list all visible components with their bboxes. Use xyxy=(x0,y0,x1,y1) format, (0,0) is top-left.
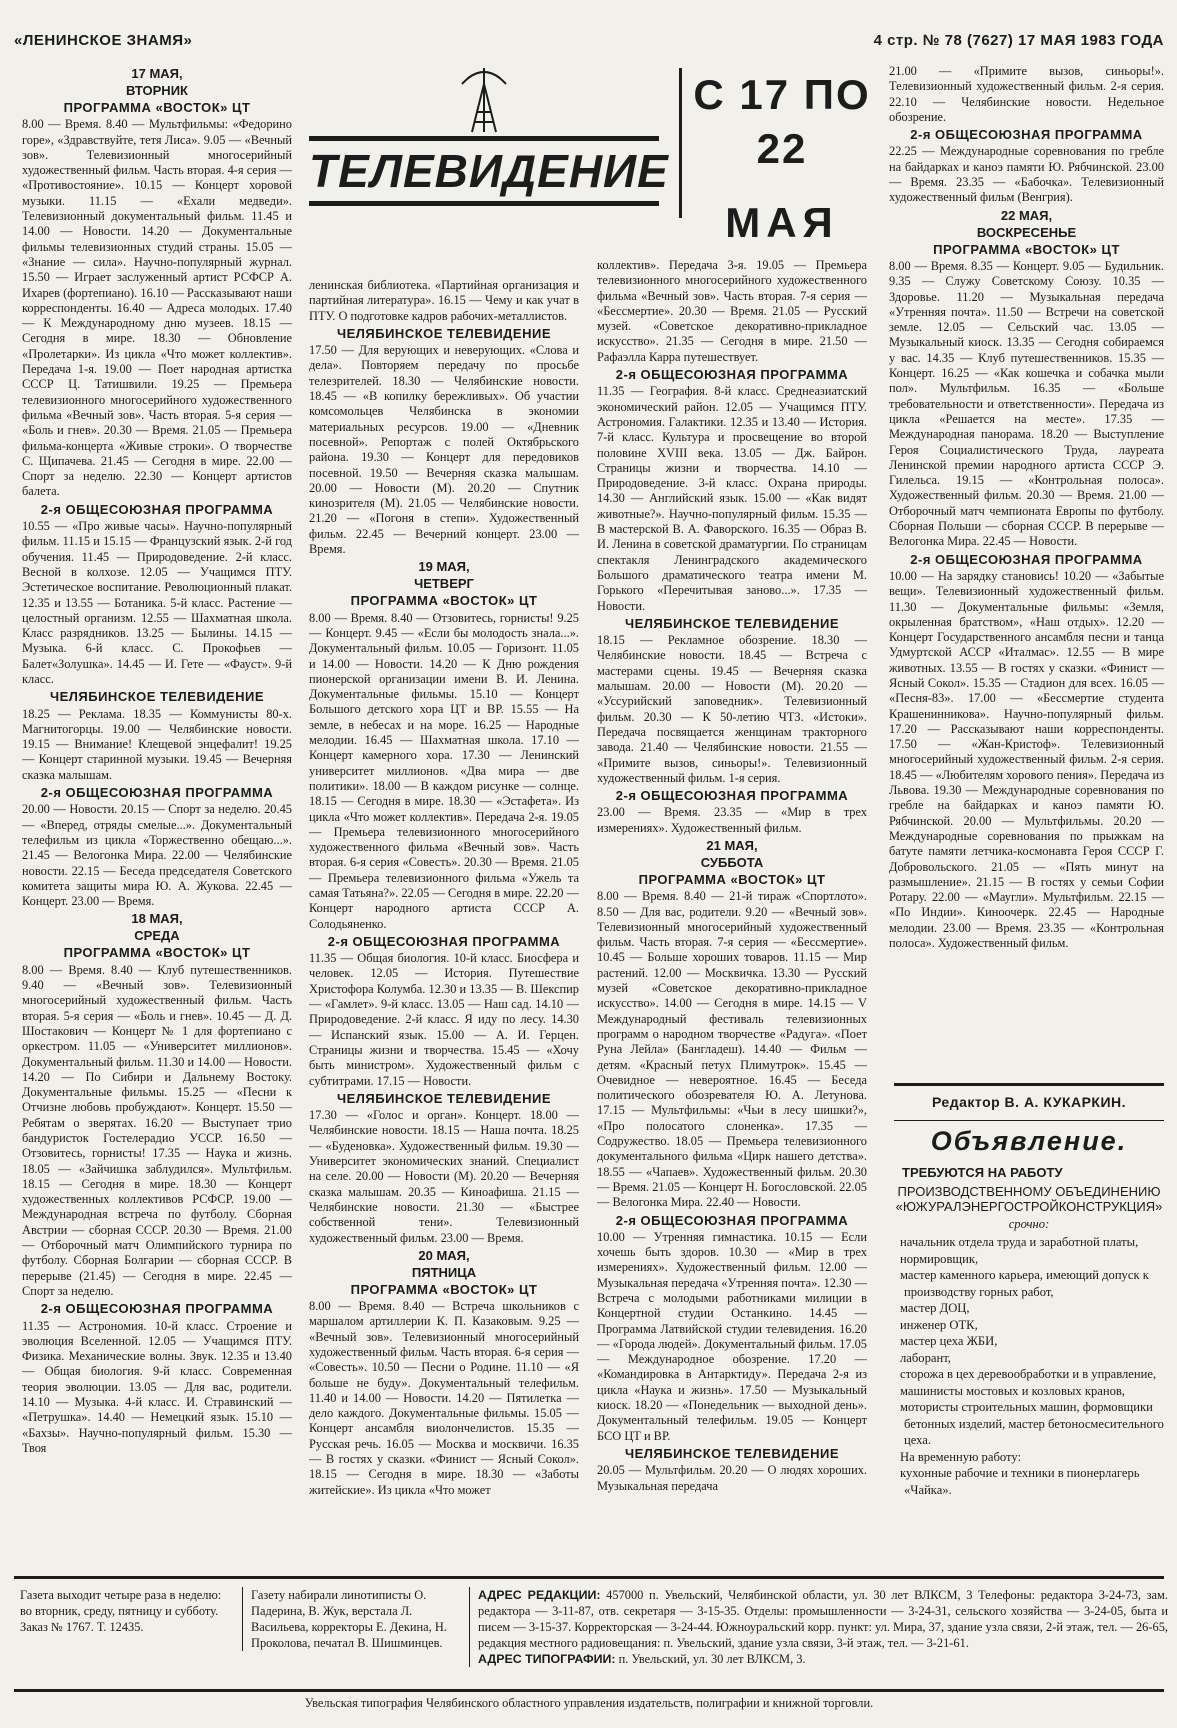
program-listing: 8.00 — Время. 8.40 — Клуб путешественников. 9.40 — «Вечный зов». Телевизионный многосерийный художественный фильм. Часть вторая. 5-я серия — «Боль и гнев». 10.45 — Д. Д. Шостакович — Концерт № 1 для фортепиано с оркестром. 11.05 — «Университет миллионов». Документальный фильм. 11.30 и 14.00 — Новости. 14.20 — По Сибири и Дальнему Востоку. Документальные фильмы. 15.25 — «Песни к Отчизне любовь пробуждают». Концерт. 15.50 — Ребятам о зверятах. 16.20 — Выступает трио бандуристок Гостелерадио УССР. 16.50 — Отзовитесь, горнисты! 17.35 — Наука и жизнь. 18.05 — «Зайчишка заблудился». Мультфильм. 18.15 — Сегодня в мире. 18.30 — Концерт художественных коллективов РСФСР. 19.00 — Международная встреча по футболу. Сборная Австрии — сборная СССР. 20.30 — Время. 21.00 — Отборочный матч Олимпийского турнира по футболу. Сборная Болгарии — сборная СССР. В перерыве (21.45) — Сегодня в мире. 22.45 — Спорт за неделю. xyxy=(22,962,292,1298)
program-listing: ленинская библиотека. «Партийная организация и партийная литература». 16.15 — Чему и как учат в ПТУ. О подготовке кадров рабочих-металлистов. xyxy=(309,278,579,323)
publication-schedule: Газета выходит четыре раза в неделю: во вторник, среду, пятницу и субботу. xyxy=(20,1588,222,1618)
program-listing: 8.00 — Время. 8.40 — Отзовитесь, горнисты! 9.25 — Концерт. 9.45 — «Если бы молодость знала...». Документальный фильм. 10.05 — Горизонт. 11.05 и 14.00 — Новости. 14.20 — К Дню рождения пионерской организации имени В. И. Ленина. Документальные фильмы. 15.10 — Концерт Большого детского хора ЦТ и ВР. 15.55 — На земле, в небесах и на море. 16.25 — Народные мелодии. 16.45 — Шахматная школа. 17.10 — Концерт камерного хора. 17.30 — Ленинский университет миллионов. «Два мира — две политики». 18.00 — В каждом рисунке — солнце. 18.15 — Сегодня в мире. 18.30 — «Эстафета». Из цикла «Что может коллектив». Передача 2-я. 19.05 — Премьера телевизионного многосерийного художественного фильма «Вечный зов». Часть вторая. 6-я серия «Совесть». 20.30 — Время. 21.05 — Премьера телевизионного фильма «Ужель та самая Татьяна?». 22.05 — Сегодня в мире. 22.20 — Концерт народного артиста СССР А. Солодьяненко. xyxy=(309,610,579,931)
vacancy-item: машинисты мостовых и козловых кранов, xyxy=(900,1383,1125,1398)
program-heading: ПРОГРАММА «ВОСТОК» ЦТ xyxy=(638,871,826,887)
program-heading: 2-я ОБЩЕСОЮЗНАЯ ПРОГРАММА xyxy=(615,1212,849,1228)
footer-addresses xyxy=(469,1587,1168,1667)
day-heading: 21 МАЯ, xyxy=(706,837,758,853)
weekday-heading: ЧЕТВЕРГ xyxy=(414,576,474,592)
program-listing: 21.00 — «Примите вызов, синьоры!». Телевизионный художественный фильм. 2-я серия. 22.10 — Челябинские новости. Недельное обозрение. xyxy=(889,64,1164,124)
date-range-days: С 17 ПО 22 xyxy=(693,71,871,172)
program-heading: ЧЕЛЯБИНСКОЕ ТЕЛЕВИДЕНИЕ xyxy=(336,325,552,341)
program-listing: 8.00 — Время. 8.40 — Мультфильмы: «Федорино горе», «Здравствуйте, тетя Лиса». 9.05 — «Вечный зов». Телевизионный многосерийный художественный фильм. Часть вторая. 4-я серия — «Противостояние». 10.15 — Концерт хоровой музыки. 11.15 — «Ехали медведи». Телевизионный документальный фильм. 11.45 и 14.00 — Новости. 14.20 — Документальные фильмы телевизионных студий страны. 15.05 — «Знание — сила». Научно-популярный журнал. 15.50 — Играет заслуженный артист РСФСР А. Ихарев (фортепиано). 16.10 — Рассказывают наши корреспонденты. 16.40 — Адреса молодых. 17.40 — К Международному дню музеев. 18.15 — Сегодня в мире. 18.30 — Обновление «Пролетарки». Из цикла «Что может коллектив». Передача 1-я. 19.00 — Поет народная артистка СССР Ц. Татишвили. 19.25 — Премьера телевизионного многосерийного художественного фильма «Вечный зов». Часть вторая. 5-я серия — «Боль и гнев». 20.30 — Время. 21.05 — Премьера фильма-концерта «Живые строки». О творчестве С. Щипачева. 21.45 — Сегодня в мире. 22.00 — Спорт за неделю. 22.30 — Концерт артистов балета. xyxy=(22,117,292,499)
date-range-month: МАЯ xyxy=(725,199,839,246)
ad-title: Объявление. xyxy=(930,1126,1128,1156)
program-heading: 2-я ОБЩЕСОЮЗНАЯ ПРОГРАММА xyxy=(615,367,849,383)
weekday-heading: ПЯТНИЦА xyxy=(411,1264,477,1280)
program-heading: 2-я ОБЩЕСОЮЗНАЯ ПРОГРАММА xyxy=(40,785,274,801)
program-listing: 17.50 — Для верующих и неверующих. «Слова и дела». Повторяем передачу по просьбе телезрителей. 18.30 — Челябинские новости. 18.45 — «В копилку бережливых». Об участии комсомольцев Челябинска в экономии материальных ресурсов. 19.00 — «Дневник посевной». Репортаж с полей Октябрьского района. 19.30 — Концерт для передовиков посевной. 19.50 — Вечерняя сказка малышам. 20.00 — Новости (М). 20.20 — Спутник кинозрителя (М). 21.05 — Челябинские новости. 21.20 — «Погоня в степи». Художественный фильм. 22.45 — Вечерний концерт. 23.00 — Время. xyxy=(309,343,579,557)
program-listing: 8.00 — Время. 8.35 — Концерт. 9.05 — Будильник. 9.35 — Служу Советскому Союзу. 10.35 — Здоровье. 11.20 — Музыкальная передача «Утренняя почта». 11.50 — Встречи на советской земле. 12.05 — Сельский час. 13.05 — Музыкальный киоск. 13.35 — Сегодня собираемся у вас. 14.35 — Клуб путешественников. 15.35 — Концерт. 16.25 — «Как кошечка и собачка мыли пол». Мультфильм. 16.35 — «Больше требовательности и ответственности». Передача из цикла «Решается на месте». 17.35 — Международная панорама. 18.20 — Выступление Героя Социалистического Труда, лауреата Ленинской премии народного артиста СССР Э. Гилельса. 19.15 — «Контрольная полоса». Художественный фильм. 20.30 — Время. 21.00 — Отборочный матч чемпионата Европы по футболу. Сборная Польши — сборная СССР. В перерыве — Велогонка Мира. 22.45 — Новости. xyxy=(889,258,1164,549)
editorial-address: 457000 п. Увельский, Челябинской области, ул. 30 лет ВЛКСМ, 3 Телефоны: редактора 3-24-73, зам. редактора — 3-11-87, отв. секретаря — 3-15-35. Отделы: промышленности — 3-24-31, сельского хозяйства — 3-24-05, быта и писем — 3-15-37. Корректорская — 3-24-44. Южноуральский корр. пункт: ул. Мира, 37, здание узла связи, 2-й этаж, тел. — 26-65, редакция местного радиовещания: п. Увельский, здание узла связи, 3-й этаж, тел. — 3-21-61. xyxy=(478,1588,1168,1650)
program-listing: 18.15 — Рекламное обозрение. 18.30 — Челябинские новости. 18.45 — Встреча с мастерами сцены. 19.45 — Вечерняя сказка малышам. 20.00 — Новости (М). 20.20 — «Уссурийский заповедник». Телевизионный фильм. 20.30 — К 50-летию ЧТЗ. «Истоки». Передача посвящается женщинам тракторного завода. 21.40 — Челябинские новости. 21.55 — «Примите вызов, синьоры!». Телевизионный художественный фильм. 1-я серия. xyxy=(597,633,867,785)
section-title: ТЕЛЕВИДЕНИЕ xyxy=(309,136,659,206)
day-heading: 17 МАЯ, xyxy=(131,66,183,81)
weekday-heading: ВОСКРЕСЕНЬЕ xyxy=(976,224,1077,240)
program-heading: ЧЕЛЯБИНСКОЕ ТЕЛЕВИДЕНИЕ xyxy=(49,689,265,705)
address-label: АДРЕС РЕДАКЦИИ: xyxy=(478,1588,601,1602)
program-listing: 11.35 — Общая биология. 10-й класс. Биосфера и человек. 12.05 — История. Путешествие Христофора Колумба. 12.30 и 13.35 — В. Шекспир — «Гамлет». 9-й класс. 13.05 — Наш сад. 14.10 — Природоведение. 2-й класс. Я иду по лесу. 14.30 — Испанский язык. 15.00 — А. И. Герцен. Страницы жизни и творчества. 15.45 — «Хочу быть министром». Художественный фильм с субтитрами. 17.15 — Новости. xyxy=(309,951,579,1088)
vacancy-item: мастер цеха ЖБИ, xyxy=(900,1334,998,1348)
vacancy-item: мастер каменного карьера, имеющий допуск к производству горных работ, xyxy=(900,1268,1149,1299)
vacancy-item: На временную работу: xyxy=(900,1449,1021,1464)
program-listing: 10.55 — «Про живые часы». Научно-популярный фильм. 11.15 и 15.15 — Французский язык. 2-й год обучения. 11.45 — Природоведение. 2-й класс. Весной в колхозе. 12.05 — Учащимся ПТУ. Эстетическое воспитание. Революционный плакат. 12.35 и 13.55 — Ботаника. 5-й класс. Растение — целостный организм. 12.55 — Шахматная школа. Класс разрядников. 13.25 — Былины. 14.15 — Музыка. 6-й класс. С. Прокофьев — Балет«Золушка». 14.45 — И. Гете — «Фауст». 9-й класс. xyxy=(22,519,292,686)
vacancy-item: мотористы строительных машин, формовщики бетонных изделий, мастер бетоносмесительного цеха. xyxy=(900,1400,1164,1447)
vacancy-item: инженер ОТК, xyxy=(900,1317,978,1332)
printer-line: Увельская типография Челябинского областного управления издательств, полиграфии и книжной торговли. xyxy=(304,1696,874,1710)
weekday-heading: СРЕДА xyxy=(134,928,180,944)
weekday-heading: ВТОРНИК xyxy=(126,83,188,98)
vacancy-item: начальник отдела труда и заработной платы, xyxy=(900,1235,1139,1249)
program-heading: 2-я ОБЩЕСОЮЗНАЯ ПРОГРАММА xyxy=(40,1301,274,1317)
typesetters: Газету набирали линотиписты О. Падерина, В. Жук, верстала Л. Васильева, корректоры Е. Декина, Н. Проколова, печатал В. Шишминцев. xyxy=(251,1588,447,1650)
program-heading: 2-я ОБЩЕСОЮЗНАЯ ПРОГРАММА xyxy=(910,551,1143,567)
program-listing: 11.35 — География. 8-й класс. Среднеазиатский экономический район. 12.05 — Учащимся ПТУ. Астрономия. Галактики. 12.35 и 13.40 — История. 7-й класс. Культура и просвещение во второй половине XVIII века. 13.05 — Дж. Байрон. Страницы жизни и творчества. 14.10 — Природоведение. 3-й класс. Охрана природы. 14.30 — Английский язык. 15.00 — «Как видят животные?». Научно-популярный фильм. 15.35 — В мастерской В. А. Фаворского. 16.35 — Образ В. И. Ленина в советской драматургии. По страницам спектакля Ленинградского академического Большого драматического театра имени М. Горького «Перечитывая заново...». 17.35 — Новости. xyxy=(597,384,867,613)
day-heading: 18 МАЯ, xyxy=(131,911,183,927)
press-address: п. Увельский, ул. 30 лет ВЛКСМ, 3. xyxy=(618,1652,806,1666)
tv-tower-icon xyxy=(454,64,514,134)
program-listing: 17.30 — «Голос и орган». Концерт. 18.00 — Челябинские новости. 18.15 — Наша почта. 18.25 — «Буденовка». Художественный фильм. 19.30 — Университет экономических знаний. Специалист на селе. 20.00 — Новости (М). 20.20 — Вечерняя сказка малышам. 20.35 — Киноафиша. 21.15 — Челябинские новости. 21.30 — «Быстрее собственной тени». Телевизионный художественный фильм. 23.00 — Время. xyxy=(309,1108,579,1245)
date-range xyxy=(679,68,882,246)
program-heading: ПРОГРАММА «ВОСТОК» ЦТ xyxy=(933,241,1120,257)
footer-staff xyxy=(242,1587,466,1651)
vacancy-item: нормировщик, xyxy=(900,1251,979,1266)
program-heading: 2-я ОБЩЕСОЮЗНАЯ ПРОГРАММА xyxy=(327,933,561,949)
editor-line: Редактор В. А. КУКАРКИН. xyxy=(894,1083,1164,1121)
day-heading: 20 МАЯ, xyxy=(418,1247,470,1263)
column-1 xyxy=(22,64,292,1564)
press-label: АДРЕС ТИПОГРАФИИ: xyxy=(478,1652,616,1666)
masthead xyxy=(309,64,669,239)
program-listing: 20.05 — Мультфильм. 20.20 — О людях хороших. Музыкальная передача xyxy=(597,1463,867,1493)
column-4 xyxy=(889,64,1164,1064)
program-heading: ПРОГРАММА «ВОСТОК» ЦТ xyxy=(63,100,251,115)
program-listing: 23.00 — Время. 23.35 — «Мир в трех измерениях». Художественный фильм. xyxy=(597,805,867,835)
vacancy-item: кухонные рабочие и техники в пионерлагерь «Чайка». xyxy=(900,1466,1140,1497)
issue-info: 4 стр. № 78 (7627) 17 МАЯ 1983 ГОДА xyxy=(873,32,1164,49)
program-listing: 18.25 — Реклама. 18.35 — Коммунисты 80-х. Магнитогорцы. 19.00 — Челябинские новости. 19.15 — Внимание! Клещевой энцефалит! 19.25 — Концерт старинной музыки. 19.45 — Вечерняя сказка малышам. xyxy=(22,706,292,782)
program-heading: ЧЕЛЯБИНСКОЕ ТЕЛЕВИДЕНИЕ xyxy=(624,1445,840,1461)
program-heading: ЧЕЛЯБИНСКОЕ ТЕЛЕВИДЕНИЕ xyxy=(336,1090,552,1106)
column-2 xyxy=(309,278,579,1568)
vacancy-item: мастер ДОЦ, xyxy=(900,1301,970,1315)
ad-organization: ПРОИЗВОДСТВЕННОМУ ОБЪЕДИНЕНИЮ «ЮЖУРАЛЭНЕРГОСТРОЙКОНСТРУКЦИЯ» xyxy=(895,1183,1163,1214)
program-listing: коллектив». Передача 3-я. 19.05 — Премьера телевизионного многосерийного художественного фильма «Вечный зов». Часть вторая. 7-я серия — «Бессмертие». 20.30 — Время. 21.05 — Русский музей. «Советское декоративно-прикладное искусство». 21.35 — Сегодня в мире. 21.50 — Рафаэлла Карра путешествует. xyxy=(597,258,867,364)
job-advertisement xyxy=(894,1123,1164,1563)
program-heading: ЧЕЛЯБИНСКОЕ ТЕЛЕВИДЕНИЕ xyxy=(624,615,840,631)
vacancy-item: лаборант, xyxy=(900,1350,951,1365)
program-listing: 11.35 — Астрономия. 10-й класс. Строение и эволюция Вселенной. 12.05 — Учащимся ПТУ. Физика. Механические волны. Звук. 12.35 и 13.40 — Общая биология. 9-й класс. Современная теория эволюции. 13.05 — Для вас, родители. 14.10 — Музыка. 4-й класс. И. Стравинский — «Петрушка». 14.40 — Немецкий язык. 15.10 — «Бахзы». Научно-популярный фильм. 15.30 — Твоя xyxy=(22,1318,292,1455)
order-number: Заказ № 1767. Т. 12435. xyxy=(20,1620,144,1634)
program-listing: 10.00 — Утренняя гимнастика. 10.15 — Если хочешь быть здоров. 10.30 — «Мир в трех измерениях». Художественный фильм. 12.00 — Музыкальная передача «Утренняя почта». 12.30 — Встреча с молодыми работниками милиции в Концертной студии Останкино. 14.45 — Программа Латвийской студии телевидения. 16.20 — «Города людей». Документальный фильм. 17.05 — Международное обозрение. 17.20 — «Командировка в Антарктиду». Передача 2-я из цикла «Наука и жизнь». 17.50 — Музыкальный киоск. 18.20 — «Понедельник — выходной день». Документальный телефильм. 19.05 — Концерт БСО ЦТ и ВР. xyxy=(597,1229,867,1443)
column-3 xyxy=(597,258,867,1568)
imprint-footer xyxy=(14,1576,1168,1692)
ad-subtitle: ТРЕБУЮТСЯ НА РАБОТУ xyxy=(902,1165,1063,1180)
vacancy-item: сторожа в цех деревообработки и в управление, xyxy=(900,1367,1157,1381)
newspaper-page xyxy=(14,8,1168,1720)
ad-vacancy-list xyxy=(894,1234,1164,1498)
program-listing: 20.00 — Новости. 20.15 — Спорт за неделю. 20.45 — «Вперед, отряды смелые...». Документальный телефильм из цикла «Торжественно обещаю...». 21.45 — Велогонка Мира. 22.00 — Челябинские новости. 22.15 — Беседа председателя Советского комитета защиты мира Ю. А. Жукова. 22.45 — Концерт. 23.00 — Время. xyxy=(22,802,292,909)
ad-urgent: срочно: xyxy=(1008,1216,1050,1231)
program-listing: 22.25 — Международные соревнования по гребле на байдарках и каноэ памяти Ю. Рябчинской. 23.00 — Время. 23.35 — «Бабочка». Телевизионный художественный фильм (Венгрия). xyxy=(889,144,1164,205)
day-heading: 22 МАЯ, xyxy=(1000,207,1053,223)
program-heading: ПРОГРАММА «ВОСТОК» ЦТ xyxy=(350,593,538,609)
program-heading: ПРОГРАММА «ВОСТОК» ЦТ xyxy=(63,945,251,961)
day-heading: 19 МАЯ, xyxy=(418,559,470,575)
program-heading: 2-я ОБЩЕСОЮЗНАЯ ПРОГРАММА xyxy=(40,501,274,517)
program-heading: ПРОГРАММА «ВОСТОК» ЦТ xyxy=(350,1281,538,1297)
program-listing: 10.00 — На зарядку становись! 10.20 — «Забытые вещи». Телевизионный художественный фильм. 11.30 — Документальные фильмы: «Земля, окрыленная братством», «Наш отдых». 12.20 — Концерт Государственного ансамбля песни и танца Удмуртской АССР «Италмас». 12.55 — В мире животных. 13.55 — В гостях у сказки. «Финист — Ясный Сокол». 15.35 — Стадион для всех. 16.05 — «Песня-83». 17.00 — «Бессмертие студента Крашенинникова». Научно-популярный фильм. 17.20 — Рассказывают наши корреспонденты. 17.50 — «Жан-Кристоф». Телевизионный многосерийный художественный фильм. 2-я серия. 18.45 — «Любителям хорового пения». Передача из Львова. 19.30 — Международные соревнования по гребле на байдарках и каноэ памяти Ю. Рябчинской. 20.00 — Мультфильмы. 20.20 — Международные соревнования по прыжкам на батуте памяти летчика-космонавта Героя СССР Г. Добровольского. 21.05 — «Пять минут на размышление». 21.15 — В гостях у семьи Софии Ротару. 22.00 — «Маугли». Мультфильм. 22.15 — «По Индии». Киноочерк. 22.45 — Народные мелодии. 23.00 — Время. 23.35 — «Контрольная полоса». Художественный фильм. xyxy=(889,568,1164,951)
program-heading: 2-я ОБЩЕСОЮЗНАЯ ПРОГРАММА xyxy=(615,788,849,804)
program-listing: 8.00 — Время. 8.40 — 21-й тираж «Спортлото». 8.50 — Для вас, родители. 9.20 — «Вечный зов». Телевизионный многосерийный художественный фильм. Часть вторая. 7-я серия — «Бессмертие». 10.45 — Больше хороших товаров. 11.15 — Мир растений. 12.00 — Москвичка. 13.30 — Русский музей «Советское декоративно-прикладное искусство». 14.00 — Сегодня в мире. 14.15 — V Международный фестиваль телевизионных программ о народном творчестве «Радуга». «Поет Руна Лейла» (Бангладеш). 14.40 — Фильм — детям. «Красный петух Плимутрок». 15.45 — Очевидное — невероятное. 16.45 — Беседа политического обозревателя Ю. А. Летунова. 17.15 — Мультфильмы: «Чьи в лесу шишки?», «Про полосатого слоненка». 17.35 — Содружество. 18.05 — Премьера телевизионного документального фильма «Цирк нашего детства». 18.55 — «Чапаев». Художественный фильм. 20.30 — Время. 21.05 — Концерт Н. Богословской. 22.05 — Велогонка Мира. 22.40 — Новости. xyxy=(597,889,867,1210)
weekday-heading: СУББОТА xyxy=(700,854,764,870)
program-heading: 2-я ОБЩЕСОЮЗНАЯ ПРОГРАММА xyxy=(910,127,1143,143)
program-listing: 8.00 — Время. 8.40 — Встреча школьников с маршалом артиллерии К. П. Казаковым. 9.25 — «Вечный зов». Телевизионный многосерийный художественный фильм. Часть вторая. 6-я серия — «Совесть». 10.50 — Песни о Родине. 11.10 — «Я больше не буду». Документальный телефильм. 11.40 и 14.00 — Новости. 14.20 — Пятилетка — дело каждого. Документальные фильмы. 15.05 — Концерт ансамбля виолончелистов. 15.35 — Русская речь. 16.05 — Москва и москвичи. 16.35 — В гостях у сказки. «Финист — Ясный Сокол». 18.15 — Сегодня в мире. 18.30 — «Заботы житейские». Из цикла «Что может xyxy=(309,1299,579,1497)
footer-schedule xyxy=(20,1587,230,1635)
page-header xyxy=(14,8,1164,48)
paper-name: «ЛЕНИНСКОЕ ЗНАМЯ» xyxy=(14,32,193,49)
